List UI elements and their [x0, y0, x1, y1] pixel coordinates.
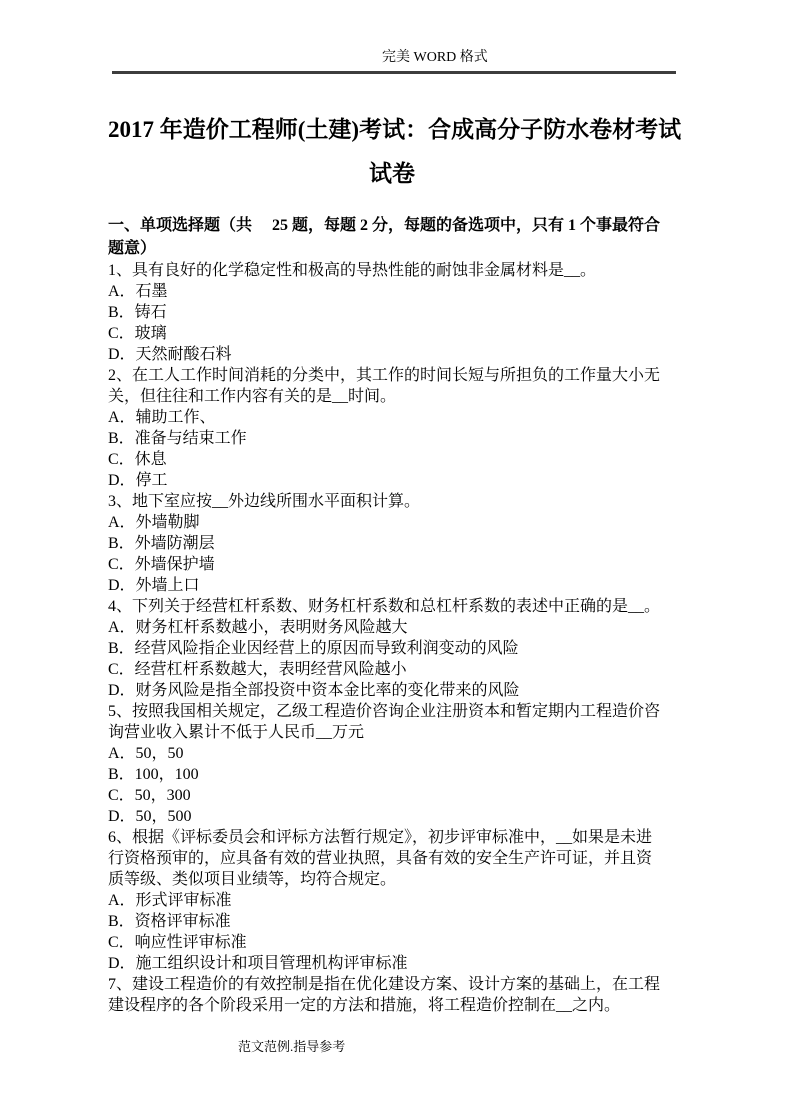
question-5-option-c: C．50，300: [108, 787, 191, 804]
question-2-option-b: B．准备与结束工作: [108, 430, 247, 447]
section-heading-line-2: 题意）: [108, 240, 157, 257]
question-1: [108, 260, 676, 365]
question-5-stem-line-1: 5、按照我国相关规定，乙级工程造价咨询企业注册资本和暂定期内工程造价咨: [108, 703, 661, 720]
question-2-option-c: C．休息: [108, 451, 167, 468]
question-1-option-b: B．铸石: [108, 304, 167, 321]
title-line-1: 2017 年造价工程师(土建)考试：合成高分子防水卷材考试: [108, 117, 682, 142]
question-3-option-b: B．外墙防潮层: [108, 535, 215, 552]
question-3: [108, 491, 676, 596]
header-rule: [112, 71, 676, 74]
question-6-stem-line-3: 质等级、类似项目业绩等，均符合规定。: [108, 871, 397, 888]
question-7-stem-line-2: 建设程序的各个阶段采用一定的方法和措施，将工程造价控制在__之内。: [108, 997, 621, 1014]
question-2-stem-line-1: 2、在工人工作时间消耗的分类中，其工作的时间长短与所担负的工作量大小无: [108, 367, 661, 384]
question-6-stem-line-2: 行资格预审的，应具备有效的营业执照，具备有效的安全生产许可证，并且资: [108, 850, 653, 867]
question-6-option-c: C．响应性评审标准: [108, 934, 247, 951]
question-2-stem-line-2: 关，但往往和工作内容有关的是__时间。: [108, 388, 397, 405]
question-5-option-d: D．50，500: [108, 808, 192, 825]
question-1-stem: 1、具有良好的化学稳定性和极高的导热性能的耐蚀非金属材料是__。: [108, 262, 597, 279]
question-2-option-d: D．停工: [108, 472, 168, 489]
question-6-option-a: A．形式评审标准: [108, 892, 232, 909]
question-4-option-b: B．经营风险指企业因经营上的原因而导致利润变动的风险: [108, 640, 519, 657]
question-6-option-d: D．施工组织设计和项目管理机构评审标准: [108, 955, 408, 972]
question-3-option-a: A．外墙勒脚: [108, 514, 200, 531]
question-5-option-a: A．50，50: [108, 745, 184, 762]
question-7-stem-line-1: 7、建设工程造价的有效控制是指在优化建设方案、设计方案的基础上，在工程: [108, 976, 661, 993]
question-2: [108, 365, 676, 491]
question-3-stem: 3、地下室应按__外边线所围水平面积计算。: [108, 493, 421, 510]
question-5-stem-line-2: 询营业收入累计不低于人民币__万元: [108, 724, 365, 741]
question-6: [108, 827, 676, 974]
page-title: [108, 108, 682, 196]
question-4-stem: 4、下列关于经营杠杆系数、财务杠杆系数和总杠杆系数的表述中正确的是__。: [108, 598, 661, 615]
question-2-option-a: A．辅助工作、: [108, 409, 216, 426]
section-heading-line-1: 一、单项选择题（共 25 题，每题 2 分，每题的备选项中，只有 1 个事最符合: [108, 217, 661, 234]
question-1-option-d: D．天然耐酸石料: [108, 346, 232, 363]
page-footer-text: 范文范例.指导参考: [238, 1039, 346, 1054]
question-5: [108, 701, 676, 827]
question-3-option-c: C．外墙保护墙: [108, 556, 215, 573]
title-line-2: 试卷: [369, 161, 415, 186]
question-5-option-b: B．100，100: [108, 766, 199, 783]
exam-body: [108, 214, 676, 1016]
question-1-option-a: A．石墨: [108, 283, 168, 300]
question-6-option-b: B．资格评审标准: [108, 913, 231, 930]
page-header-text: 完美 WORD 格式: [382, 50, 488, 65]
question-3-option-d: D．外墙上口: [108, 577, 200, 594]
question-6-stem-line-1: 6、根据《评标委员会和评标方法暂行规定》，初步评审标准中，__如果是未进: [108, 829, 653, 846]
question-1-option-c: C．玻璃: [108, 325, 167, 342]
question-4: [108, 596, 676, 701]
question-4-option-a: A．财务杠杆系数越小，表明财务风险越大: [108, 619, 408, 636]
question-4-option-c: C．经营杠杆系数越大，表明经营风险越小: [108, 661, 407, 678]
question-4-option-d: D．财务风险是指全部投资中资本金比率的变化带来的风险: [108, 682, 520, 699]
question-7: [108, 974, 676, 1016]
